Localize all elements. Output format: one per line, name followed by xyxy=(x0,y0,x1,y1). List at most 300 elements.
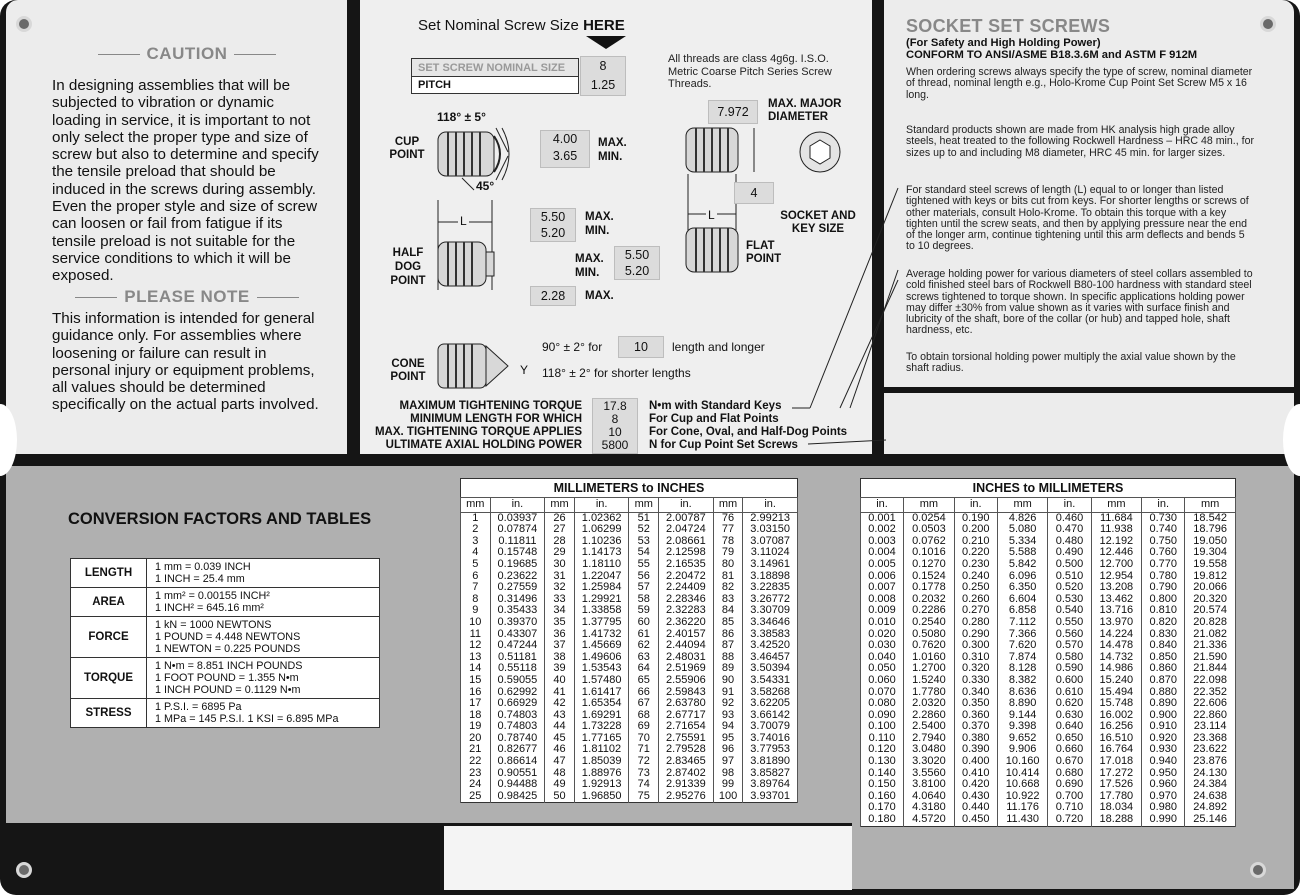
mm-to-in-cell: 47 xyxy=(545,756,575,768)
in-to-mm-cell: 8.636 xyxy=(997,687,1048,699)
in-to-mm-cell: 0.390 xyxy=(954,744,997,756)
in-to-mm-cell: 24.384 xyxy=(1185,779,1236,791)
in-to-mm-cell: 11.684 xyxy=(1091,512,1142,524)
in-to-mm-cell: 17.272 xyxy=(1091,768,1142,780)
cone-length-value: 10 xyxy=(618,336,664,358)
torque-desc: For Cup and Flat Points xyxy=(649,413,779,425)
mm-to-in-cell: 2.24409 xyxy=(659,582,714,594)
in-to-mm-cell: 0.280 xyxy=(954,617,997,629)
socket-para-2: Standard products shown are made from HK analysis high grade alloy steels, heat treated to the following Rockwell Hardness – HRC 48 min., for sizes up to and including M8 diameter, HRC 45 min. for larger sizes. xyxy=(906,124,1254,159)
mm-to-in-cell: 1.49606 xyxy=(574,652,629,664)
in-to-mm-cell: 3.3020 xyxy=(904,756,955,768)
in-to-mm-cell: 0.590 xyxy=(1048,663,1091,675)
mm-to-in-cell: 1.45669 xyxy=(574,640,629,652)
mm-to-in-cell: 0.19685 xyxy=(490,559,545,571)
in-to-mm-cell: 0.290 xyxy=(954,629,997,641)
mm-to-in-cell: 42 xyxy=(545,698,575,710)
in-to-mm-row xyxy=(861,617,1236,629)
in-to-mm-cell: 4.5720 xyxy=(904,814,955,826)
in-to-mm-cell: 0.990 xyxy=(1142,814,1185,826)
in-to-mm-cell: 0.130 xyxy=(861,756,904,768)
in-to-mm-cell: 0.760 xyxy=(1142,547,1185,559)
mm-to-in-cell: 1 xyxy=(461,512,491,524)
mm-to-in-cell: 2.91339 xyxy=(659,779,714,791)
mm-to-in-cell: 2.32283 xyxy=(659,605,714,617)
in-to-mm-cell: 0.970 xyxy=(1142,791,1185,803)
mm-to-in-cell: 2.51969 xyxy=(659,663,714,675)
conversion-line: 1 INCH² = 645.16 mm² xyxy=(155,602,264,614)
mm-to-in-cell: 3.58268 xyxy=(743,687,798,699)
in-to-mm-cell: 0.002 xyxy=(861,524,904,536)
conversion-row xyxy=(71,588,380,617)
mm-to-in-cell: 16 xyxy=(461,687,491,699)
mm-to-in-cell: 99 xyxy=(713,779,743,791)
in-to-mm-cell: 0.210 xyxy=(954,536,997,548)
mm-to-in-cell: 96 xyxy=(713,744,743,756)
callout-arrows xyxy=(790,180,900,450)
in-to-mm-cell: 3.8100 xyxy=(904,779,955,791)
in-to-mm-cell: 8.128 xyxy=(997,663,1048,675)
in-to-mm-row xyxy=(861,698,1236,710)
mm-to-in-cell: 76 xyxy=(713,512,743,524)
in-to-mm-cell: 0.080 xyxy=(861,698,904,710)
mm-to-in-cell: 78 xyxy=(713,536,743,548)
cone-point-screw-icon xyxy=(436,342,529,390)
in-to-mm-row xyxy=(861,582,1236,594)
mm-to-in-cell: 66 xyxy=(629,687,659,699)
mm-to-in-cell: 84 xyxy=(713,605,743,617)
cup-max-value: 4.00 xyxy=(552,132,578,146)
mm-to-in-cell: 3.81890 xyxy=(743,756,798,768)
in-to-mm-row xyxy=(861,675,1236,687)
torque-desc: N•m with Standard Keys xyxy=(649,400,782,412)
in-to-mm-cell: 6.096 xyxy=(997,571,1048,583)
in-to-mm-cell: 0.360 xyxy=(954,710,997,722)
in-to-mm-cell: 0.880 xyxy=(1142,687,1185,699)
in-to-mm-row xyxy=(861,814,1236,826)
in-to-mm-cell: 0.070 xyxy=(861,687,904,699)
in-to-mm-cell: 24.130 xyxy=(1185,768,1236,780)
in-to-mm-cell: 0.750 xyxy=(1142,536,1185,548)
mm-to-in-cell: 57 xyxy=(629,582,659,594)
mm-to-in-cell: 27 xyxy=(545,524,575,536)
size-window[interactable] xyxy=(580,56,626,96)
conversion-row xyxy=(71,617,380,658)
mm-to-in-cell: 0.15748 xyxy=(490,547,545,559)
in-to-mm-cell: 0.340 xyxy=(954,687,997,699)
in-to-mm-cell: 7.874 xyxy=(997,652,1048,664)
mm-to-in-cell: 0.51181 xyxy=(490,652,545,664)
in-to-mm-cell: 0.270 xyxy=(954,605,997,617)
torque-row-label: ULTIMATE AXIAL HOLDING POWER xyxy=(385,439,582,451)
cup-angle-label: 118° ± 5° xyxy=(437,110,486,124)
in-to-mm-cell: 13.716 xyxy=(1091,605,1142,617)
mm-to-in-cell: 3.14961 xyxy=(743,559,798,571)
in-to-mm-cell: 21.590 xyxy=(1185,652,1236,664)
flat-window xyxy=(614,246,660,280)
in-to-mm-cell: 20.574 xyxy=(1185,605,1236,617)
mm-to-in-cell: 85 xyxy=(713,617,743,629)
mm-to-in-cell: 4 xyxy=(461,547,491,559)
mm-to-in-cell: 1.41732 xyxy=(574,629,629,641)
mm-to-in-cell: 2.59843 xyxy=(659,687,714,699)
mm-to-in-cell: 74 xyxy=(629,779,659,791)
rivet-hole-icon xyxy=(16,16,32,32)
in-to-mm-cell: 0.110 xyxy=(861,733,904,745)
in-to-mm-cell: 2.0320 xyxy=(904,698,955,710)
in-to-mm-cell: 7.620 xyxy=(997,640,1048,652)
mm-to-in-cell: 3.26772 xyxy=(743,594,798,606)
mm-to-in-cell: 17 xyxy=(461,698,491,710)
in-to-mm-cell: 0.5080 xyxy=(904,629,955,641)
in-to-mm-cell: 0.410 xyxy=(954,768,997,780)
mm-to-in-title: MILLIMETERS to INCHES xyxy=(460,478,798,497)
slide-window[interactable] xyxy=(444,826,852,890)
in-to-mm-cell: 16.002 xyxy=(1091,710,1142,722)
in-to-mm-cell: 16.256 xyxy=(1091,721,1142,733)
mm-to-in-cell: 31 xyxy=(545,571,575,583)
in-to-mm-cell: 0.510 xyxy=(1048,571,1091,583)
mm-to-in-cell: 1.77165 xyxy=(574,733,629,745)
mm-to-in-cell: 0.07874 xyxy=(490,524,545,536)
in-to-mm-cell: 0.005 xyxy=(861,559,904,571)
in-to-mm-cell: 0.140 xyxy=(861,768,904,780)
mm-to-in-cell: 23 xyxy=(461,768,491,780)
torque-row-label: MAXIMUM TIGHTENING TORQUE xyxy=(399,400,582,412)
torque-labels xyxy=(362,400,582,452)
in-to-mm-cell: 0.500 xyxy=(1048,559,1091,571)
in-to-mm-cell: 7.112 xyxy=(997,617,1048,629)
min-length-value-2: 10 xyxy=(608,425,622,439)
in-to-mm-cell: 21.336 xyxy=(1185,640,1236,652)
in-to-mm-cell: 0.420 xyxy=(954,779,997,791)
in-to-mm-cell: 20.066 xyxy=(1185,582,1236,594)
in-to-mm-cell: 12.446 xyxy=(1091,547,1142,559)
mm-to-in-cell: 97 xyxy=(713,756,743,768)
in-to-mm-cell: 0.780 xyxy=(1142,571,1185,583)
mm-to-in-cell: 2 xyxy=(461,524,491,536)
mm-to-in-cell: 0.39370 xyxy=(490,617,545,629)
mm-to-in-cell: 75 xyxy=(629,791,659,803)
socket-para-1: When ordering screws always specify the type of screw, nominal diameter of thread, nominal length e.g., Holo-Krome Cup Point Set Screw M5 x 16 long. xyxy=(906,66,1253,101)
mm-to-in-row xyxy=(461,617,798,629)
in-to-mm-cell: 18.288 xyxy=(1091,814,1142,826)
mm-to-in-cell: 82 xyxy=(713,582,743,594)
mm-to-in-cell: 2.00787 xyxy=(659,512,714,524)
nominal-size-label: SET SCREW NOMINAL SIZE xyxy=(412,59,578,77)
mm-to-in-cell: 2.48031 xyxy=(659,652,714,664)
flat-point-label: FLAT POINT xyxy=(746,240,782,265)
conversion-values xyxy=(147,699,380,728)
in-to-mm-cell: 8.890 xyxy=(997,698,1048,710)
mm-to-in-cell: 1.57480 xyxy=(574,675,629,687)
mm-to-in-cell: 60 xyxy=(629,617,659,629)
mm-to-in-cell: 2.79528 xyxy=(659,744,714,756)
mm-to-in-cell: 3.85827 xyxy=(743,768,798,780)
in-to-mm-cell: 0.900 xyxy=(1142,710,1185,722)
flat-max-value: 5.50 xyxy=(624,248,650,262)
cup-min-value: 3.65 xyxy=(552,149,578,163)
in-to-mm-cell: 0.320 xyxy=(954,663,997,675)
half-dog-window xyxy=(530,208,576,242)
in-to-mm-cell: 23.368 xyxy=(1185,733,1236,745)
conversion-line: 1 FOOT POUND = 1.355 N•m xyxy=(155,672,299,684)
in-to-mm-cell: 0.240 xyxy=(954,571,997,583)
mm-to-in-cell: 3.11024 xyxy=(743,547,798,559)
caution-text: In designing assemblies that will be subjected to vibration or dynamic loading in service, it is important to not only select the proper type and size of screw but also to determine and specify the tensile preload that should be induced in the screws during assembly. Even the proper style and size of screw can loosen or fail from fatigue if its tensile preload is not suitable for the service conditions to which it will be exposed. xyxy=(52,77,319,285)
in-to-mm-cell: 0.440 xyxy=(954,802,997,814)
in-to-mm-cell: 0.930 xyxy=(1142,744,1185,756)
in-to-mm-cell: 0.120 xyxy=(861,744,904,756)
in-to-mm-cell: 0.0503 xyxy=(904,524,955,536)
in-to-mm-cell: 0.006 xyxy=(861,571,904,583)
mm-to-in-cell: 1.14173 xyxy=(574,547,629,559)
mm-to-in-cell: 2.36220 xyxy=(659,617,714,629)
mm-to-in-cell: 0.59055 xyxy=(490,675,545,687)
mm-to-in-cell: 3.42520 xyxy=(743,640,798,652)
mm-to-in-cell: 65 xyxy=(629,675,659,687)
in-to-mm-cell: 0.009 xyxy=(861,605,904,617)
in-to-mm-cell: 5.588 xyxy=(997,547,1048,559)
in-to-mm-cell: 17.780 xyxy=(1091,791,1142,803)
conversion-row xyxy=(71,699,380,728)
in-to-mm-cell: 0.310 xyxy=(954,652,997,664)
in-to-mm-cell: 0.040 xyxy=(861,652,904,664)
in-to-mm-cell: 5.842 xyxy=(997,559,1048,571)
mm-to-in-cell: 33 xyxy=(545,594,575,606)
nominal-size-table xyxy=(411,58,579,94)
min-length-value: 8 xyxy=(611,412,619,426)
mm-to-in-cell: 94 xyxy=(713,721,743,733)
mm-to-in-row xyxy=(461,756,798,768)
socket-subtitle: (For Safety and High Holding Power) xyxy=(906,37,1101,49)
in-to-mm-cell: 0.220 xyxy=(954,547,997,559)
in-to-mm-header: in. xyxy=(954,498,997,513)
mm-to-in-cell: 72 xyxy=(629,756,659,768)
in-to-mm-header: in. xyxy=(1048,498,1091,513)
conversion-values xyxy=(147,559,380,588)
mm-to-in-cell: 0.62992 xyxy=(490,687,545,699)
mm-to-in-cell: 68 xyxy=(629,710,659,722)
in-to-mm-cell: 10.414 xyxy=(997,768,1048,780)
pointer-arrow-icon xyxy=(586,36,626,50)
flat-min-value: 5.20 xyxy=(624,264,650,278)
in-to-mm-cell: 19.558 xyxy=(1185,559,1236,571)
in-to-mm-cell: 0.2032 xyxy=(904,594,955,606)
mm-to-in-row xyxy=(461,640,798,652)
mm-to-in-cell: 46 xyxy=(545,744,575,756)
hd-max-min-labels: MAX. MIN. xyxy=(585,211,614,237)
mm-to-in-header: in. xyxy=(490,498,545,513)
cone-length-text: length and longer xyxy=(672,340,765,354)
mm-to-in-cell: 71 xyxy=(629,744,659,756)
mm-to-in-cell: 79 xyxy=(713,547,743,559)
please-note-heading: PLEASE NOTE xyxy=(52,287,322,307)
mm-to-in-cell: 36 xyxy=(545,629,575,641)
mm-to-in-cell: 0.23622 xyxy=(490,571,545,583)
mm-to-in-cell: 29 xyxy=(545,547,575,559)
mm-to-in-header-row xyxy=(461,498,798,513)
in-to-mm-cell: 24.892 xyxy=(1185,802,1236,814)
mm-to-in-cell: 49 xyxy=(545,779,575,791)
mm-to-in-cell: 0.43307 xyxy=(490,629,545,641)
mm-to-in-cell: 0.94488 xyxy=(490,779,545,791)
in-to-mm-cell: 2.2860 xyxy=(904,710,955,722)
mm-to-in-cell: 1.25984 xyxy=(574,582,629,594)
mm-to-in-cell: 0.55118 xyxy=(490,663,545,675)
in-to-mm-cell: 0.003 xyxy=(861,536,904,548)
mm-to-in-cell: 0.86614 xyxy=(490,756,545,768)
mm-to-in-cell: 48 xyxy=(545,768,575,780)
in-to-mm-cell: 0.710 xyxy=(1048,802,1091,814)
in-to-mm-header: mm xyxy=(997,498,1048,513)
in-to-mm-cell: 4.0640 xyxy=(904,791,955,803)
in-to-mm-cell: 0.020 xyxy=(861,629,904,641)
in-to-mm-cell: 0.610 xyxy=(1048,687,1091,699)
half-dog-point-label: HALF DOG POINT xyxy=(390,247,426,287)
mm-to-in-cell: 2.83465 xyxy=(659,756,714,768)
mm-to-in-cell: 43 xyxy=(545,710,575,722)
mm-to-in-cell: 1.65354 xyxy=(574,698,629,710)
mm-to-in-cell: 28 xyxy=(545,536,575,548)
mm-to-in-cell: 45 xyxy=(545,733,575,745)
in-to-mm-header-row xyxy=(861,498,1236,513)
conversion-values xyxy=(147,588,380,617)
in-to-mm-cell: 0.330 xyxy=(954,675,997,687)
in-to-mm-cell: 16.510 xyxy=(1091,733,1142,745)
mm-to-in-cell: 52 xyxy=(629,524,659,536)
in-to-mm-cell: 0.250 xyxy=(954,582,997,594)
mm-to-in-cell: 35 xyxy=(545,617,575,629)
in-to-mm-cell: 15.240 xyxy=(1091,675,1142,687)
in-to-mm-cell: 0.008 xyxy=(861,594,904,606)
mm-to-in-header: mm xyxy=(713,498,743,513)
mm-to-in-cell: 0.74803 xyxy=(490,721,545,733)
mm-to-in-cell: 50 xyxy=(545,791,575,803)
mm-to-in-cell: 1.96850 xyxy=(574,791,629,803)
mm-to-in-cell: 93 xyxy=(713,710,743,722)
in-to-mm-cell: 19.050 xyxy=(1185,536,1236,548)
in-to-mm-cell: 22.860 xyxy=(1185,710,1236,722)
in-to-mm-cell: 5.334 xyxy=(997,536,1048,548)
mm-to-in-cell: 30 xyxy=(545,559,575,571)
mm-to-in-cell: 0.11811 xyxy=(490,536,545,548)
mm-to-in-cell: 1.81102 xyxy=(574,744,629,756)
mm-to-in-row xyxy=(461,791,798,803)
mm-to-in-header: mm xyxy=(629,498,659,513)
in-to-mm-cell: 0.920 xyxy=(1142,733,1185,745)
mm-to-in-cell: 0.27559 xyxy=(490,582,545,594)
in-to-mm-cell: 21.844 xyxy=(1185,663,1236,675)
in-to-mm-cell: 8.382 xyxy=(997,675,1048,687)
in-to-mm-cell: 22.606 xyxy=(1185,698,1236,710)
mm-to-in-header: in. xyxy=(659,498,714,513)
in-to-mm-cell: 0.720 xyxy=(1048,814,1091,826)
torque-desc: For Cone, Oval, and Half-Dog Points xyxy=(649,426,848,438)
mm-to-in-cell: 38 xyxy=(545,652,575,664)
in-to-mm-cell: 0.001 xyxy=(861,512,904,524)
in-to-mm-cell: 0.090 xyxy=(861,710,904,722)
socket-para-4: Average holding power for various diameters of steel collars assembled to cold finished steel bars of Rockwell B80-100 hardness with standard steel screws tightened to torque shown. In specific applications holding power may differ ±30% from value shown as it varies with surface finish and lubricity of the shaft, bore of the collar (or hub) and tapped hole, shaft hardness, etc. xyxy=(906,268,1253,337)
in-to-mm-cell: 0.580 xyxy=(1048,652,1091,664)
mm-to-in-cell: 1.33858 xyxy=(574,605,629,617)
in-to-mm-cell: 6.350 xyxy=(997,582,1048,594)
in-to-mm-cell: 0.850 xyxy=(1142,652,1185,664)
mm-to-in-cell: 3.46457 xyxy=(743,652,798,664)
in-to-mm-cell: 0.300 xyxy=(954,640,997,652)
in-to-mm-cell: 4.826 xyxy=(997,512,1048,524)
mm-to-in-cell: 83 xyxy=(713,594,743,606)
conversion-table xyxy=(70,558,380,728)
mm-to-in-cell: 0.03937 xyxy=(490,512,545,524)
socket-key-size-label: SOCKET AND KEY SIZE xyxy=(780,210,856,235)
mm-to-in-cell: 32 xyxy=(545,582,575,594)
in-to-mm-cell: 0.1778 xyxy=(904,582,955,594)
in-to-mm-cell: 18.034 xyxy=(1091,802,1142,814)
conversion-line: 1 N•m = 8.851 INCH POUNDS xyxy=(155,660,303,672)
mm-to-in-cell: 73 xyxy=(629,768,659,780)
nominal-size-value: 8 xyxy=(599,59,607,73)
mm-to-in-cell: 88 xyxy=(713,652,743,664)
in-to-mm-cell: 0.570 xyxy=(1048,640,1091,652)
in-to-mm-cell: 0.840 xyxy=(1142,640,1185,652)
in-to-mm-cell: 11.176 xyxy=(997,802,1048,814)
mm-to-in-cell: 13 xyxy=(461,652,491,664)
in-to-mm-cell: 0.0254 xyxy=(904,512,955,524)
in-to-mm-cell: 0.550 xyxy=(1048,617,1091,629)
in-to-mm-cell: 0.1016 xyxy=(904,547,955,559)
in-to-mm-cell: 15.494 xyxy=(1091,687,1142,699)
in-to-mm-cell: 0.470 xyxy=(1048,524,1091,536)
in-to-mm-cell: 0.400 xyxy=(954,756,997,768)
in-to-mm-cell: 0.800 xyxy=(1142,594,1185,606)
mm-to-in-cell: 1.10236 xyxy=(574,536,629,548)
in-to-mm-cell: 0.520 xyxy=(1048,582,1091,594)
in-to-mm-cell: 0.490 xyxy=(1048,547,1091,559)
in-to-mm-cell: 12.192 xyxy=(1091,536,1142,548)
mm-to-in-cell: 15 xyxy=(461,675,491,687)
mm-to-in-cell: 3.22835 xyxy=(743,582,798,594)
mm-to-in-cell: 1.53543 xyxy=(574,663,629,675)
in-to-mm-cell: 15.748 xyxy=(1091,698,1142,710)
mm-to-in-cell: 54 xyxy=(629,547,659,559)
mm-to-in-cell: 90 xyxy=(713,675,743,687)
mm-to-in-cell: 3.93701 xyxy=(743,791,798,803)
in-to-mm-cell: 13.970 xyxy=(1091,617,1142,629)
mm-to-in-cell: 1.85039 xyxy=(574,756,629,768)
mm-to-in-cell: 5 xyxy=(461,559,491,571)
mm-to-in-cell: 2.71654 xyxy=(659,721,714,733)
mm-to-in-cell: 3.07087 xyxy=(743,536,798,548)
torque-row-label: MINIMUM LENGTH FOR WHICH xyxy=(410,413,582,425)
conversion-line: 1 MPa = 145 P.S.I. 1 KSI = 6.895 MPa xyxy=(155,713,339,725)
cup-point-label: CUP POINT xyxy=(389,136,425,161)
mm-to-in-cell: 40 xyxy=(545,675,575,687)
mm-to-in-header: in. xyxy=(574,498,629,513)
conversion-line: 1 mm = 0.039 INCH xyxy=(155,561,251,573)
mm-to-in-cell: 1.06299 xyxy=(574,524,629,536)
in-to-mm-cell: 22.352 xyxy=(1185,687,1236,699)
in-to-mm-cell: 0.810 xyxy=(1142,605,1185,617)
mm-to-in-cell: 11 xyxy=(461,629,491,641)
caution-heading: CAUTION xyxy=(52,44,322,64)
mm-to-in-cell: 69 xyxy=(629,721,659,733)
in-to-mm-cell: 18.542 xyxy=(1185,512,1236,524)
in-to-mm-cell: 0.770 xyxy=(1142,559,1185,571)
in-to-mm-cell: 0.007 xyxy=(861,582,904,594)
in-to-mm-cell: 0.960 xyxy=(1142,779,1185,791)
in-to-mm-cell: 0.530 xyxy=(1048,594,1091,606)
